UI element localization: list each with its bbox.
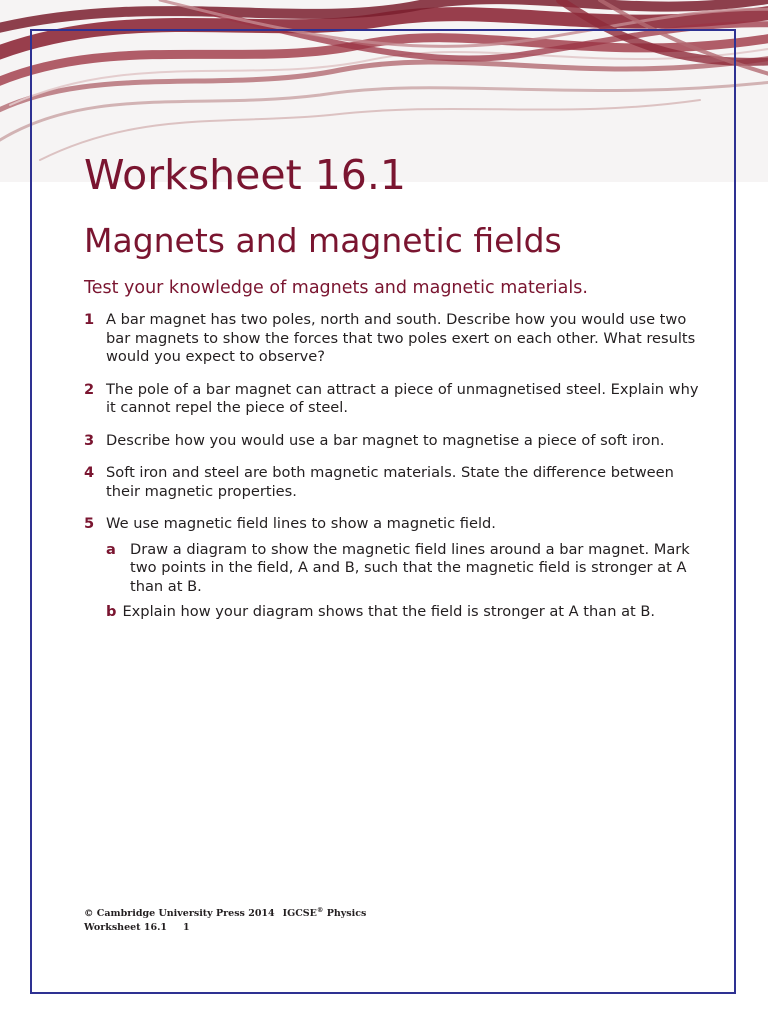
worksheet-title: Worksheet 16.1 bbox=[84, 151, 407, 199]
part-text: Draw a diagram to show the magnetic field lines around a bar magnet. Mark two points in the field, A and B, such that the magnetic field is stronger at A than at B. bbox=[130, 540, 690, 595]
question-1 bbox=[84, 311, 704, 367]
question-list bbox=[84, 311, 704, 636]
question-number: 2 bbox=[84, 380, 95, 398]
question-text: Soft iron and steel are both magnetic materials. State the difference between their magnetic properties. bbox=[106, 464, 674, 500]
question-5-part-a bbox=[106, 541, 704, 597]
question-5-part-b bbox=[106, 603, 704, 622]
question-text: We use magnetic field lines to show a magnetic field. bbox=[106, 515, 496, 532]
copyright-text: © Cambridge University Press 2014 bbox=[84, 908, 275, 920]
question-number: 3 bbox=[84, 431, 95, 449]
question-text: Describe how you would use a bar magnet to magnetise a piece of soft iron. bbox=[106, 431, 665, 449]
question-number: 4 bbox=[84, 464, 95, 481]
footer-line-1 bbox=[84, 903, 366, 921]
subject-name: Physics bbox=[326, 908, 367, 920]
question-text: A bar magnet has two poles, north and south. Describe how you would use two bar magnets to show the forces that two poles exert on each other. What results would you expect to observe? bbox=[106, 311, 696, 365]
page-number: 1 bbox=[183, 922, 190, 934]
part-text: Explain how your diagram shows that the field is stronger at A than at B. bbox=[122, 603, 656, 620]
question-number: 5 bbox=[84, 515, 95, 532]
question-text: The pole of a bar magnet can attract a piece of unmagnetised steel. Explain why it cannot repel the piece of steel. bbox=[106, 380, 699, 416]
part-letter: a bbox=[106, 540, 116, 558]
question-2 bbox=[84, 381, 704, 418]
footer-line-2 bbox=[84, 921, 366, 935]
question-4 bbox=[84, 464, 704, 501]
question-number: 1 bbox=[84, 311, 95, 328]
worksheet-subtitle: Magnets and magnetic fields bbox=[84, 221, 562, 260]
course-name: IGCSE bbox=[282, 908, 317, 920]
footer-worksheet: Worksheet 16.1 bbox=[84, 922, 167, 934]
page-footer bbox=[84, 903, 366, 935]
worksheet-intro: Test your knowledge of magnets and magnetic materials. bbox=[84, 278, 588, 298]
question-3 bbox=[84, 432, 704, 451]
part-letter: b bbox=[106, 603, 117, 620]
registered-mark: ® bbox=[316, 906, 324, 914]
question-5 bbox=[84, 515, 704, 622]
